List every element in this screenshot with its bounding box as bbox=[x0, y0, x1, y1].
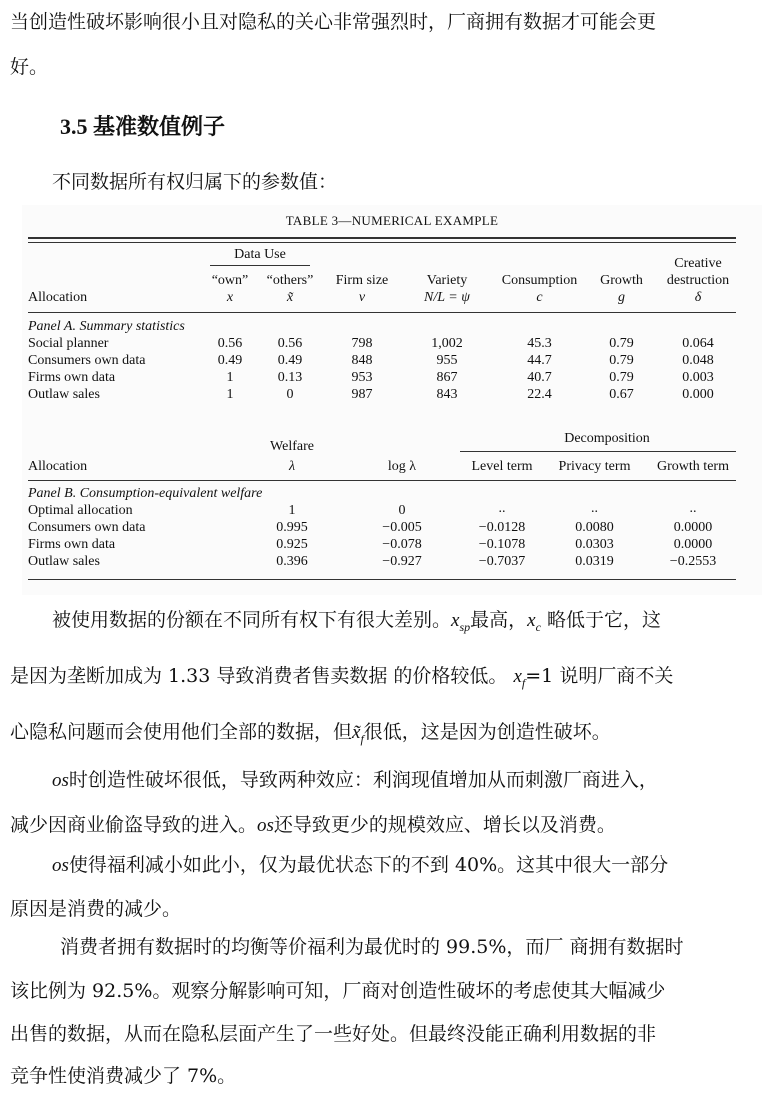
paragraph-5-line-2: 该比例为 92.5%。观察分解影响可知，厂商对创造性破坏的考虑使其大幅减少 bbox=[10, 980, 666, 1002]
cell-value: 0.048 bbox=[682, 353, 714, 368]
row-label: Consumers own data bbox=[28, 520, 146, 535]
paragraph-4-line-2: 原因是消费的减少。 bbox=[10, 898, 182, 920]
cell-value: 0 bbox=[286, 387, 294, 402]
col-privacy-term: Privacy term bbox=[558, 459, 631, 474]
cell-value: 0.000 bbox=[682, 387, 714, 402]
cell-value: 843 bbox=[436, 387, 458, 402]
cell-value: 0.49 bbox=[217, 353, 243, 368]
text-run: 是因为垄断加成为 1.33 导致消费者售卖数据 的价格较低。 bbox=[10, 665, 508, 687]
math-x: x bbox=[527, 610, 536, 631]
cell-value: 45.3 bbox=[527, 336, 552, 351]
cell-value: 44.7 bbox=[527, 353, 552, 368]
cell-value: 0.003 bbox=[682, 370, 714, 385]
paragraph-2-line-2 bbox=[10, 666, 755, 693]
cell-value: 987 bbox=[351, 387, 373, 402]
cell-value: 0.0303 bbox=[575, 537, 614, 552]
col-variety: Variety bbox=[426, 273, 468, 288]
paragraph-4-line-1 bbox=[52, 855, 767, 876]
cell-value: −0.1078 bbox=[478, 537, 526, 552]
row-label: Firms own data bbox=[28, 537, 116, 552]
panel-b-label: Panel B. Consumption-equivalent welfare bbox=[28, 486, 263, 501]
col-growth: Growth bbox=[600, 273, 643, 288]
cell-value: 0.396 bbox=[276, 554, 308, 569]
cell-value: 0.0000 bbox=[673, 520, 713, 535]
cell-value: .. bbox=[591, 501, 598, 516]
paragraph-3-line-1 bbox=[52, 770, 767, 791]
paragraph-2-line-1 bbox=[52, 610, 767, 637]
cell-value: −0.927 bbox=[382, 554, 422, 569]
sym-xtilde: x̃ bbox=[286, 290, 294, 305]
col-level-term: Level term bbox=[471, 459, 533, 474]
text-run: 时创造性破坏很低，导致两种效应：利润现值增加从而刺激厂商进入， bbox=[68, 769, 658, 791]
sym-nu: ν bbox=[358, 290, 366, 305]
row-label: Social planner bbox=[28, 336, 109, 351]
cell-value: 40.7 bbox=[527, 370, 552, 385]
col-creative-line1: Creative bbox=[674, 256, 722, 271]
col-log-lambda: log λ bbox=[387, 459, 417, 474]
cell-value: −0.7037 bbox=[478, 554, 526, 569]
cell-value: 1 bbox=[226, 387, 234, 402]
row-label: Outlaw sales bbox=[28, 554, 100, 569]
cell-value: 0.13 bbox=[277, 370, 303, 385]
data-use-underline bbox=[210, 265, 310, 266]
math-subscript-f: f bbox=[360, 732, 364, 746]
cell-value: 798 bbox=[351, 336, 373, 351]
row-label: Consumers own data bbox=[28, 353, 146, 368]
paragraph-5-line-4: 竞争性使消费减少了 7%。 bbox=[10, 1065, 237, 1087]
cell-value: 0.0000 bbox=[673, 537, 713, 552]
row-label: Optimal allocation bbox=[28, 503, 133, 518]
cell-value: −0.0128 bbox=[478, 520, 526, 535]
cell-value: 0.79 bbox=[609, 370, 634, 385]
cell-value: 848 bbox=[351, 353, 373, 368]
numerical-example-table bbox=[22, 205, 762, 595]
text-run: 最高， bbox=[470, 609, 528, 631]
col-own: “own” bbox=[211, 273, 249, 288]
sym-psi: N/L = ψ bbox=[424, 290, 470, 305]
math-os: os bbox=[52, 855, 69, 876]
cell-value: 0.064 bbox=[682, 336, 714, 351]
cell-value: 955 bbox=[436, 353, 458, 368]
paragraph-3-line-2 bbox=[10, 815, 755, 836]
text-run: 被使用数据的份额在不同所有权下有很大差别。 bbox=[52, 609, 452, 631]
cell-value: 0.79 bbox=[609, 336, 634, 351]
col-consumption: Consumption bbox=[501, 273, 578, 288]
panel-a-header-rule bbox=[28, 312, 736, 313]
math-x: x bbox=[513, 666, 522, 687]
cell-value: 1 bbox=[226, 370, 234, 385]
panel-a-label: Panel A. Summary statistics bbox=[28, 319, 185, 334]
math-x: x bbox=[451, 610, 460, 631]
cell-value: 22.4 bbox=[527, 387, 552, 402]
text-run: 减少因商业偷盗导致的进入。 bbox=[10, 814, 258, 836]
cell-value: 0.79 bbox=[609, 353, 634, 368]
row-label: Outlaw sales bbox=[28, 387, 100, 402]
math-subscript-f: f bbox=[521, 676, 526, 690]
cell-value: 0.0080 bbox=[575, 520, 614, 535]
cell-value: 0.0319 bbox=[575, 554, 614, 569]
col-firm-size: Firm size bbox=[335, 273, 389, 288]
math-os: os bbox=[257, 815, 274, 836]
cell-value: .. bbox=[689, 501, 697, 516]
panel-b-header-rule bbox=[28, 480, 736, 481]
col-allocation: Allocation bbox=[28, 290, 88, 305]
cell-value: 0.995 bbox=[276, 520, 308, 535]
cell-value: 0.56 bbox=[217, 336, 243, 351]
cell-value: 0.56 bbox=[277, 336, 303, 351]
table-top-rule-2 bbox=[28, 242, 736, 243]
data-use-group-header: Data Use bbox=[234, 247, 286, 262]
cell-value: 1,002 bbox=[431, 336, 463, 351]
text-run: 略低于它，这 bbox=[540, 609, 661, 631]
paragraph-5-line-3: 出售的数据，从而在隐私层面产生了一些好处。但最终没能正确利用数据的非 bbox=[10, 1023, 657, 1045]
math-subscript-sp: sp bbox=[459, 620, 471, 634]
sym-x: x bbox=[226, 290, 234, 305]
text-run: 使得福利减小如此小，仅为最优状态下的不到 40%。这其中很大一部分 bbox=[68, 854, 669, 876]
cell-value: 0 bbox=[398, 503, 406, 518]
cell-value: −0.2553 bbox=[669, 554, 717, 569]
paragraph-1-line-2: 好。 bbox=[10, 56, 49, 78]
row-label: Firms own data bbox=[28, 370, 116, 385]
cell-value: .. bbox=[498, 501, 506, 516]
paragraph-2-line-3 bbox=[10, 722, 755, 749]
table-title: TABLE 3—NUMERICAL EXAMPLE bbox=[285, 213, 499, 228]
col-growth-term: Growth term bbox=[657, 459, 729, 474]
math-subscript-c: c bbox=[535, 620, 541, 634]
math-xtilde: x̃ bbox=[352, 722, 361, 743]
table-top-rule bbox=[28, 237, 736, 239]
sym-c: c bbox=[536, 290, 543, 305]
math-os: os bbox=[52, 770, 69, 791]
text-run: 心隐私问题而会使用他们全部的数据，但 bbox=[10, 721, 353, 743]
cell-value: 1 bbox=[288, 503, 296, 518]
table-bottom-rule bbox=[28, 579, 736, 580]
decomposition-underline bbox=[460, 451, 736, 452]
sym-g: g bbox=[618, 290, 625, 305]
cell-value: 0.925 bbox=[276, 537, 308, 552]
cell-value: 867 bbox=[436, 370, 458, 385]
text-run: 还导致更少的规模效应、增长以及消费。 bbox=[273, 814, 616, 836]
cell-value: −0.005 bbox=[382, 520, 422, 535]
text-run: =1 说明厂商不关 bbox=[525, 665, 674, 687]
cell-value: 0.49 bbox=[277, 353, 303, 368]
table-intro: 不同数据所有权归属下的参数值： bbox=[52, 171, 338, 193]
cell-value: 0.67 bbox=[609, 387, 634, 402]
text-run: 很低，这是因为创造性破坏。 bbox=[363, 721, 611, 743]
decomposition-group-header: Decomposition bbox=[564, 431, 650, 446]
sym-delta: δ bbox=[694, 290, 702, 305]
cell-value: −0.078 bbox=[382, 537, 422, 552]
col-welfare: Welfare bbox=[270, 439, 314, 454]
sym-lambda: λ bbox=[288, 459, 296, 474]
col-allocation-b: Allocation bbox=[28, 459, 88, 474]
col-others: “others” bbox=[266, 273, 314, 288]
section-heading: 3.5 基准数值例子 bbox=[60, 114, 226, 139]
paragraph-1-line-1: 当创造性破坏影响很小且对隐私的关心非常强烈时，厂商拥有数据才可能会更 bbox=[10, 11, 657, 33]
col-creative-line2: destruction bbox=[666, 273, 730, 288]
cell-value: 953 bbox=[351, 370, 373, 385]
paragraph-5-line-1: 消费者拥有数据时的均衡等价福利为最优时的 99.5%，而厂 商拥有数据时 bbox=[60, 936, 684, 958]
